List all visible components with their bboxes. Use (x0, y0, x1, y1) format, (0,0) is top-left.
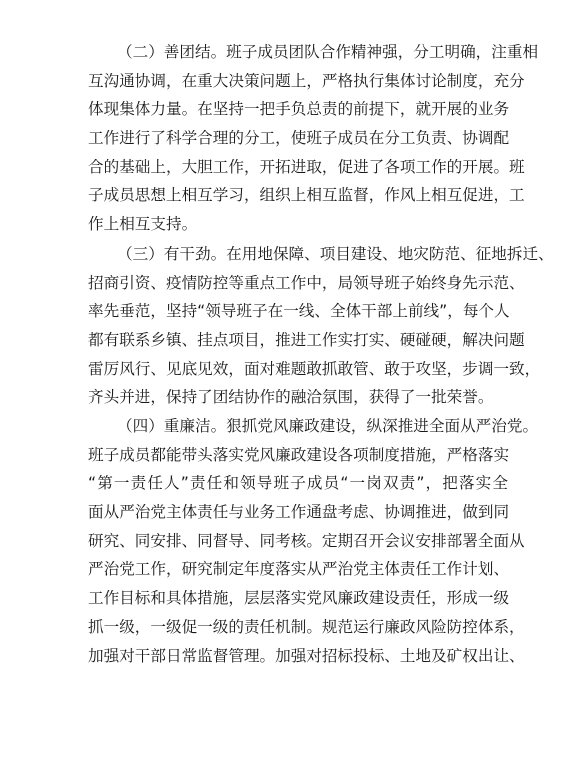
text-line: 互沟通协调，在重大决策问题上，严格执行集体讨论制度，充分 (88, 71, 525, 90)
text-line: 体现集体力量。在坚持一把手负总责的前提下，就开展的业务 (88, 100, 510, 119)
text-line: 雷厉风行、见底见效，面对难题敢抓敢管、敢于攻坚，步调一致， (88, 359, 541, 378)
text-line: 都有联系乡镇、挂点项目，推进工作实打实、硬碰硬，解决问题 (88, 331, 525, 350)
text-line: 齐头并进，保持了团结协作的融洽氛围，获得了一批荣誉。 (88, 388, 494, 407)
paragraph-integrity (88, 412, 539, 670)
text-line: 抓一级，一级促一级的责任机制。规范运行廉政风险防控体系， (88, 617, 525, 636)
text-line: 工作进行了科学合理的分工，使班子成员在分工负责、协调配 (88, 129, 510, 148)
text-line: 作上相互支持。 (88, 215, 198, 234)
text-line: 班子成员都能带头落实党风廉政建设各项制度措施，严格落实 (88, 445, 510, 464)
paragraph-drive (88, 240, 554, 412)
paragraph-unity (88, 38, 539, 239)
text-line: 严治党工作，研究制定年度落实从严治党主体责任工作计划、 (88, 560, 510, 579)
text-line: 招商引资、疫情防控等重点工作中，局领导班子始终身先示范、 (88, 273, 525, 292)
text-line: 加强对干部日常监督管理。加强对招标投标、土地及矿权出让、 (88, 646, 525, 665)
text-line: 面从严治党主体责任与业务工作通盘考虑、协调推进，做到同 (88, 503, 510, 522)
text-line: （四）重廉洁。狠抓党风廉政建设，纵深推进全面从严治党。 (117, 417, 539, 435)
text-line: 子成员思想上相互学习，组织上相互监督，作风上相互促进，工 (88, 186, 525, 205)
text-line: 研究、同安排、同督导、同考核。定期召开会议安排部署全面从 (88, 531, 525, 550)
text-line: （三）有干劲。在用地保障、项目建设、地灾防范、征地拆迁、 (117, 245, 554, 263)
text-line: 工作目标和具体措施，层层落实党风廉政建设责任，形成一级 (88, 589, 510, 608)
text-line: 率先垂范，坚持“领导班子在一线、全体干部上前线”，每个人 (88, 302, 510, 321)
text-line: “第一责任人”责任和领导班子成员“一岗双责”，把落实全 (88, 474, 508, 493)
text-line: （二）善团结。班子成员团队合作精神强，分工明确，注重相 (117, 43, 539, 61)
text-line: 合的基础上，大胆工作，开拓进取，促进了各项工作的开展。班 (88, 157, 525, 176)
